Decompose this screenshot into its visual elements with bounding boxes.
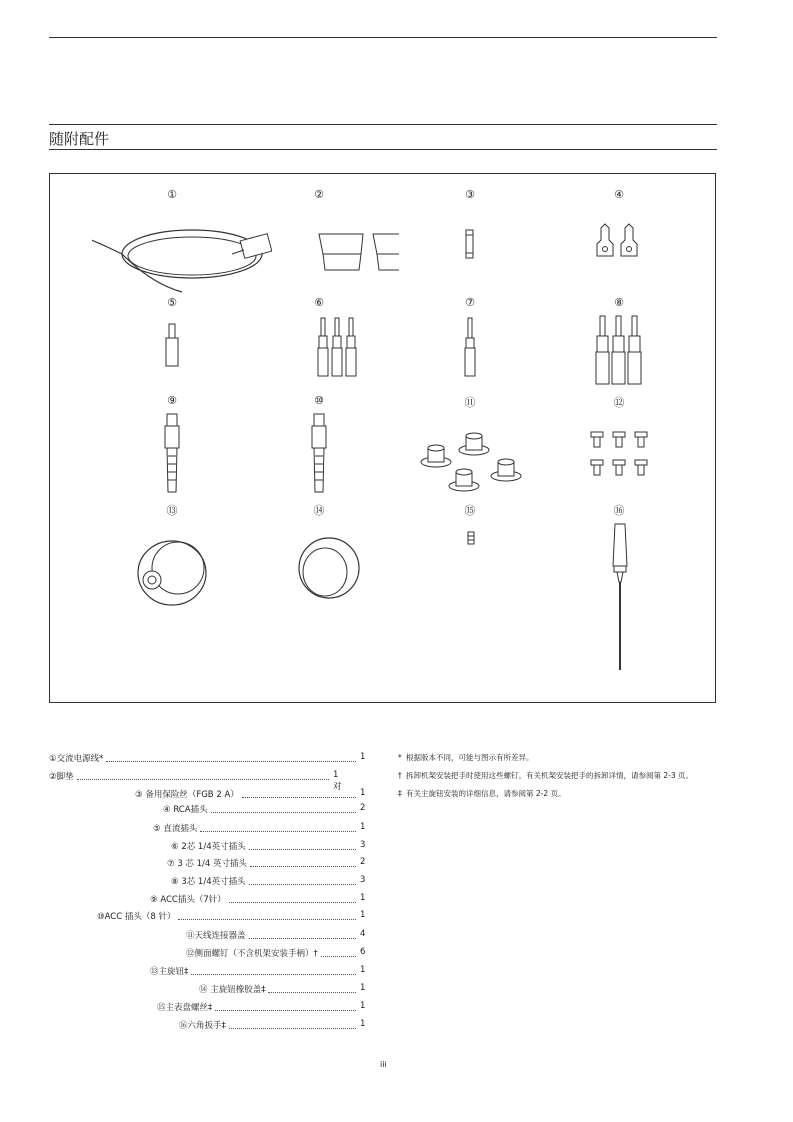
leader-dots (250, 866, 356, 867)
list-item-qty: 2 (360, 803, 366, 813)
item-number: ⑭ (313, 504, 325, 517)
list-item-qty: 3 (360, 875, 366, 885)
list-item-label: ⑧ 3芯 1/4英寸插头 (171, 877, 246, 887)
item-2-feet (239, 188, 399, 298)
leader-dots (191, 974, 356, 975)
section-bottom-rule (49, 149, 717, 150)
item-1-power-cord (92, 188, 252, 298)
leader-dots (268, 992, 356, 993)
leader-dots (106, 761, 356, 762)
footnote-text: 拆卸机架安装把手时使用这些螺钉。有关机架安装把手的拆卸详情，请参阅第 2-3 页。 (406, 771, 694, 780)
list-item-qty: 1 (360, 983, 366, 993)
list-item-label: ⑭ 主旋钮橡胶盖‡ (199, 985, 266, 995)
item-15-dial-screw (390, 502, 550, 612)
list-item-qty: 1 (360, 965, 366, 975)
knob-icon (92, 518, 252, 618)
list-item-label: ⑬主旋钮‡ (150, 967, 189, 977)
leader-dots (249, 884, 356, 885)
top-rule (49, 37, 717, 38)
list-item-qty: 1 (360, 1019, 366, 1029)
list-item-qty: 6 (360, 947, 366, 957)
foot-pad-icon (239, 204, 399, 304)
item-number: ① (167, 188, 177, 201)
item-number: ⑥ (314, 296, 324, 309)
list-item-label: ⑯六角扳手‡ (179, 1021, 226, 1031)
item-number: ⑧ (614, 296, 624, 309)
item-7-3pin-plug (390, 296, 550, 406)
leader-dots (215, 1010, 356, 1011)
footnote-mark: † (398, 771, 402, 780)
item-8-3pin-plug (539, 296, 699, 406)
rca-plug-icon (539, 204, 699, 304)
list-item-qty: 1 (360, 1001, 366, 1011)
hex-wrench-icon (539, 518, 699, 698)
list-item-label: ⑫侧面螺钉（不含机架安装手柄）† (186, 949, 318, 959)
item-number: ③ (465, 188, 475, 201)
leader-dots (229, 902, 356, 903)
din-plug-icon (92, 410, 252, 510)
item-12-side-screws (539, 394, 699, 504)
footnote-mark: * (398, 753, 402, 762)
item-number: ⑫ (613, 396, 625, 409)
item-number: ⑨ (167, 394, 177, 407)
item-9-acc-plug-7 (92, 394, 252, 504)
item-14-knob-rubber (239, 502, 399, 612)
list-item-label: ①交流电源线* (49, 754, 104, 764)
list-item-qty: 1 (360, 822, 366, 832)
accessories-figure (49, 173, 716, 703)
footnote (398, 785, 728, 803)
list-item-label: ②脚垫 (49, 772, 74, 782)
leader-dots (242, 797, 356, 798)
item-3-fuse (390, 188, 550, 298)
item-4-rca-plug (539, 188, 699, 298)
leader-dots (249, 938, 356, 939)
item-number: ⑦ (465, 296, 475, 309)
item-6-2pin-plug (239, 296, 399, 406)
list-item-label: ⑪天线连接器盖 (186, 931, 246, 941)
section-top-rule (49, 124, 717, 125)
item-13-main-knob (92, 502, 252, 612)
page-number: iii (380, 1060, 387, 1069)
item-number: ⑮ (464, 504, 476, 517)
leader-dots (229, 1028, 356, 1029)
list-item-label: ⑮主表盘螺丝‡ (157, 1003, 213, 1013)
rubber-cover-icon (239, 518, 399, 618)
leader-dots (200, 831, 356, 832)
item-number: ② (314, 188, 324, 201)
list-item-qty: 1对 (333, 770, 342, 792)
fuse-icon (390, 204, 550, 304)
list-item-qty: 3 (360, 840, 366, 850)
item-11-antenna-cap (390, 394, 550, 504)
list-item-label: ⑤ 直流插头 (153, 824, 198, 834)
footnote-mark: ‡ (398, 789, 402, 798)
leader-dots (178, 919, 356, 920)
list-item-label: ③ 备用保险丝（FGB 2 A） (135, 790, 239, 800)
din-plug-icon (239, 410, 399, 510)
footnote (398, 767, 728, 785)
item-10-acc-plug-8 (239, 394, 399, 504)
leader-dots (321, 956, 356, 957)
screw-icon (539, 410, 699, 510)
footnote-text: 有关主旋钮安装的详细信息，请参阅第 2-2 页。 (406, 789, 566, 798)
item-5-dc-plug (92, 296, 252, 406)
leader-dots (249, 849, 356, 850)
list-item-qty: 1 (360, 910, 366, 920)
item-number: ⑪ (464, 396, 476, 409)
footnotes (398, 749, 728, 803)
list-item-label: ⑥ 2芯 1/4英寸插头 (171, 842, 246, 852)
item-number: ⑩ (314, 394, 324, 407)
set-screw-icon (390, 518, 550, 618)
item-number: ⑯ (613, 504, 625, 517)
leader-dots (77, 779, 329, 780)
item-16-hex-wrench (539, 502, 699, 682)
item-number: ⑬ (166, 504, 178, 517)
list-item-label: ⑨ ACC插头（7针） (150, 895, 226, 905)
list-item-label: ④ RCA插头 (163, 805, 208, 815)
item-number: ⑤ (167, 296, 177, 309)
connector-cap-icon (390, 410, 550, 510)
list-item-qty: 1 (360, 788, 366, 798)
list-item-qty: 1 (360, 752, 366, 762)
list-item-label: ⑦ 3 芯 1/4 英寸插头 (167, 859, 248, 869)
leader-dots (211, 812, 356, 813)
footnote-text: 根据版本不同，可能与图示有所差异。 (406, 753, 534, 762)
list-item-qty: 1 (360, 893, 366, 903)
item-number: ④ (614, 188, 624, 201)
list-item-qty: 4 (360, 929, 366, 939)
list-item-qty: 2 (360, 857, 366, 867)
section-title: 随附配件 (49, 130, 110, 148)
footnote (398, 749, 728, 767)
list-item-label: ⑩ACC 插头（8 针） (97, 912, 176, 922)
